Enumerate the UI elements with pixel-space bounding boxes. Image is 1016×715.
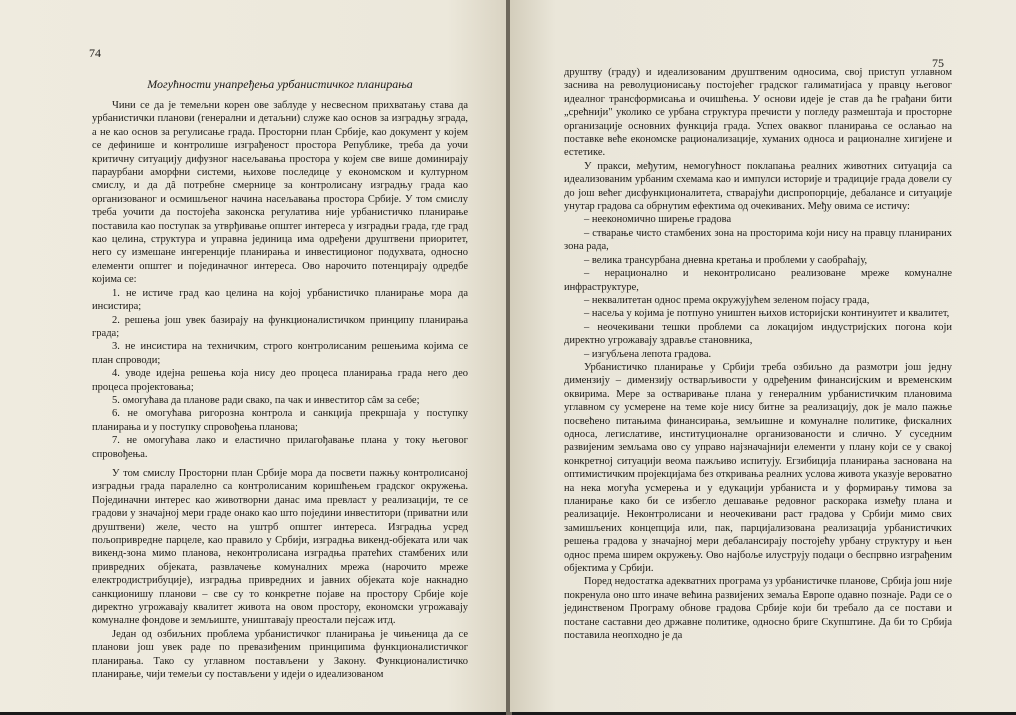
list-item: – неквалитетан однос према окружујућем зеленом појасу града, (584, 294, 870, 306)
list-item: – неочекивани тешки проблеми са локацијом индустријских погона који директно угрожавају здравље становника, (564, 321, 952, 347)
list-item: – стварање чисто стамбених зона на просторима који нису на правцу планираних зона рада, (564, 227, 952, 253)
list-item: 5. омогућава да планове ради свако, па чак и инвеститор сâм за себе; (112, 394, 420, 406)
paragraph: У пракси, међутим, немогућност поклапања реалних животних ситуација са идеализованим урбаним схемама као и импулси историје и традиције града довели су до још већег дисфункционалитета, стварајући диспропорције, дебалансе и ситуације унутар градова са обрнутим ефектима од очекиваних. Међу овима се истичу: (564, 160, 952, 213)
list-item: 6. не омогућава ригорозна контрола и санкција прекршаја у поступку планирања и у поступку спровођења планова; (92, 408, 468, 433)
list-item: – нерационално и неконтролисано реализоване мреже комуналне инфраструктуре, (564, 268, 952, 293)
running-header: Могућности унапређења урбанистичког планирања (147, 77, 413, 91)
list-item: 1. не истиче град као целина на којој урбанистичко планирање мора да инсистира; (92, 287, 468, 313)
list-item: – насеља у којима је потпуно уништен њихов историјски континуитет и квалитет, (584, 308, 950, 320)
paragraph: Један од озбиљних проблема урбанистичког планирања је чињеница да се планови још увек раде по превазиђеним принципима функционалистичког планирања. Тако су углавном постављени у Закону. Функционалистичко планирање, чији темељи су постављени у идеји о идеализованом (92, 628, 468, 681)
page-body (564, 66, 952, 642)
paragraph: Поред недостатка адекватних програма уз урбанистичке планове, Србија још није покренула оно што иначе већина развијених земаља Европе одавно познаје. Ради се о јединственом Програму обнове градова Србије који би требало да се постави и постане саставни део државне политике, односно бриге Скупштине. Да би то Србија поставила неопходно је да (564, 576, 952, 642)
list-item: – неекономично ширење градова (584, 214, 732, 226)
list-item: 4. уводе идејна решења која нису део процеса планирања града него део процеса пројектовања; (92, 368, 468, 393)
paragraph: Урбанистичко планирање у Србији треба озбиљно да размотри још једну димензију – димензију остварљивости у одређеним финансијским и временским оквирима. Мере за остваривање плана у генералним урбанистичким плановима углавном су усмерене на теме које нису битне за реализацију, док је мало пажње посвећено питањима финансирања, земљишне и комуналне политике, фискалних односа, легислативе, институционалне организованости и слично. У суседним развијеним земљама ово су управо најзначајнији елементи у плану који се у свакој конкретној ситуацији веома пажљиво испитују. Егзибиција планирања заснована на оптимистичким пројекцијама без откривања реалних услова живота указује вероватно на нека могућа усмерења и у едукацији урбаниста и у формирању тимова за планирање како би се избегло дешавање редовног раскорака између плана и реализације. Неконтролисани и неочекивани раст градова у Србији мимо свих замишљених концепција или, пак, парцијализована реализација урбанистичких решења градова у значајној мери дебалансирају постојећу урбану структуру и њен однос према ширем окружењу. Ово најбоље илуструју подаци о беспрвно изграђеним објектима у Србији. (564, 361, 952, 575)
list-item: 2. решења још увек базирају на функционалистичком принципу планирања града; (92, 314, 468, 339)
left-page (0, 0, 508, 712)
right-page (510, 0, 1016, 712)
list-item: 3. не инсистира на техничким, строго контролисаним решењима којима се план спроводи; (92, 341, 468, 366)
paragraph: друштву (граду) и идеализованим друштвеним односима, свој приступ углавном заснива на револуционисању постојећег градског галиматијаса у правцу његовог идеалног трансформисања и очишћења. У основи идеје је став да ће грађани бити „срећнији" уколико се урбана структура пречисти у погледу размештаја и просторне организације основних функција града. Успех оваквог планирања се ослањао на поставке веће економске рационализације, хуманих односа и рационалне хигијене и естетике. (564, 67, 952, 159)
list-item: 7. не омогућава лако и еластично прилагођавање плана у току његовог спровођења. (92, 435, 468, 460)
page-number: 75 (932, 56, 944, 70)
paragraph: У том смислу Просторни план Србије мора да посвети пажњу контролисаној изградњи града паралелно са контролисаним коришћењем градског окружења. Појединачни интерес као животворни данас има превласт у реализацији, те се градови у значајној мери граде онако као што поједини инвеститори (приватни или друштвени) желе, често на уштрб општег интереса. Изградња усред пољопривредне парцеле, као правило у Србији, изградња викенд-објеката или чак викенд-зона мимо планова, неконтролисана изградња пратећих стамбених или привредних објеката, развлачење комуналних мрежа (нарочито мреже електродистрибуције), изградња привредних и јавних објеката које накнадно санкционишу планови – све су то конкретне појаве на простору Србије које директно угрожавају квалитет живота на овом простору, економски угрожавају комуналне фондове и земљиште, уништавају преостали пејсаж итд. (92, 467, 468, 627)
list-item: – изгубљена лепота градова. (584, 348, 712, 360)
page-body (92, 99, 468, 681)
list-item: – велика трансурбана дневна кретања и проблеми у саобраћају, (584, 254, 868, 266)
page-number: 74 (89, 46, 101, 60)
paragraph: Чини се да је темељни корен ове заблуде у несвесном прихватању става да урбанистички планови (генерални и детаљни) служе као основ за изградњу зграда, а не као основ за регулисање града. Просторни план Србије, као документ у којем се дефинише и контролише изграђеност простора Републике, треба да уочи критичну ситуацију дифузног насељавања простора у којем све више доминирају параурбани аморфни системи, њихове последице у економском и културном смислу, и да дâ потребне смернице за контролисану изградњу града као организованог и осмишљеног начина насељавања простора Србије. У том смислу треба уочити да постојећа законска регулатива није урбанистичко планирање поставила као поступак за утврђивање општег интереса у изградњи града, где град као целина, структура и управна јединица има одређени друштвени приоритет, него су измешане ингеренције планирања и инвестиционог подухвата, односно елементи општег и појединачног интереса. Ово нарочито потенцирају одредбе којима се: (92, 100, 468, 286)
